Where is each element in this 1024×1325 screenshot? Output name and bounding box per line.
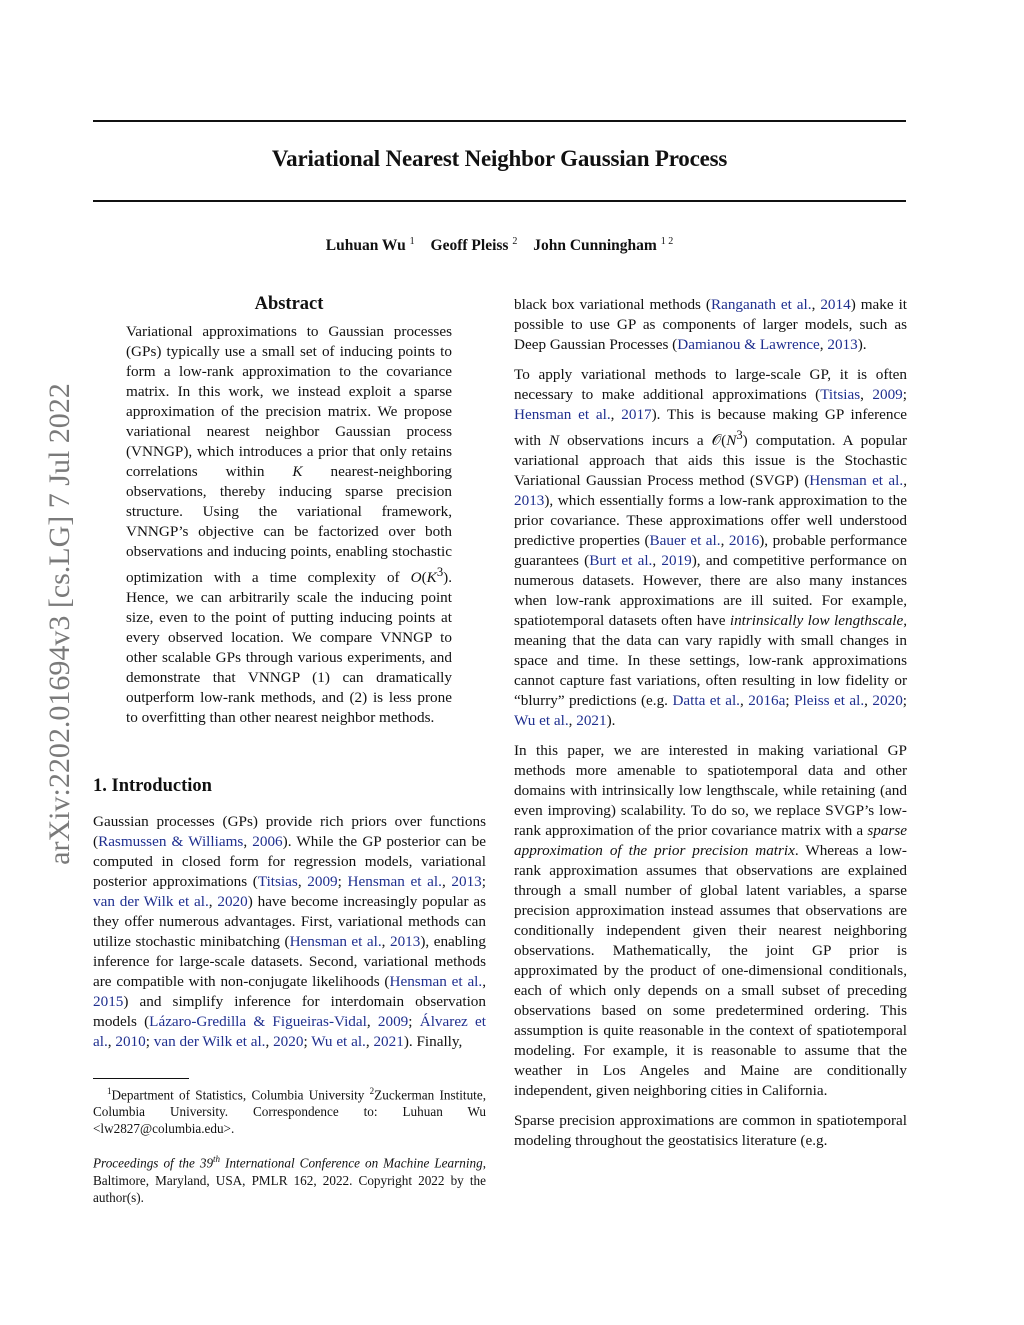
text-run: ). This is because making GP inference with <box>514 406 907 450</box>
text-run: To apply variational methods to large-scale GP, it is often necessary to make additional approximations ( <box>514 366 907 403</box>
text-run: ; <box>785 692 795 710</box>
text-run: , <box>811 296 821 313</box>
citation-link[interactable]: van der Wilk et al. <box>93 893 209 910</box>
text-run: , <box>265 1033 274 1050</box>
citation-link[interactable]: Rasmussen & Williams <box>98 833 244 850</box>
citation-link[interactable]: Datta et al. <box>672 692 740 710</box>
author-luhuan-wu <box>326 237 415 254</box>
text-run: , <box>366 1013 378 1030</box>
title-rule-top <box>93 120 906 122</box>
text-run: nearest-neighboring observations, thereby inducing sparse precision structure. Using the variational framework, VNNGP’s objective can be factorized over both observations and inducing points, enabling stochastic optimization with a time complexity of <box>126 463 452 587</box>
right-paragraph-2: To apply variational methods to large-scale GP, it is often necessary to make additional approximations (Titsias, 2009; Hensman et al., 2017). This is because making GP inference with N observations incurs a $𝒪(N^3)$ computation. A popular variational approach that aids this issue is the Stochastic Variational Gaussian Process method (SVGP) (Hensman et al., 2013), which essentially forms a low-rank approximation to the prior covariance. These approximations offer well understood predictive properties (Bauer et al., 2016), probable performance guarantees (Burt et al., 2019), and competitive performance on numerous datasets. However, there are also many instances when low-rank approximations are ill suited. For example, spatiotemporal datasets often have intrinsically low lengthscale, meaning that the data can vary rapidly with small changes in space and time. In these settings, low-rank approximations cannot capture fast variations, often resulting in low fidelity or “blurry” predictions (e.g. Datta et al., 2016a; Pleiss et al., 2020; Wu et al., 2021). <box>514 366 908 730</box>
superscript: th <box>213 1154 221 1165</box>
text-run: Variational approximations to Gaussian processes (GPs) typically use a small set of inducing points to form a low-rank approximation to the covariance matrix. In this work, we instead exploit a sparse approximation of the precision matrix. We propose variational nearest neighbor Gaussian process (VNNGP), which introduces a prior that only retains correlations within <box>126 323 452 480</box>
introduction-heading: 1. Introduction <box>93 776 212 796</box>
proceedings-footnote <box>93 1151 486 1205</box>
text-run: , <box>365 1033 374 1050</box>
affiliation-footnote <box>93 1083 486 1137</box>
abstract-heading: Abstract <box>254 294 324 314</box>
citation-link[interactable]: Pleiss et al. <box>794 692 865 710</box>
citation-link[interactable]: Bauer et al. <box>649 532 721 550</box>
math-k: K <box>292 463 303 480</box>
text-run: , <box>739 692 749 710</box>
citation-link[interactable]: 2013 <box>389 933 421 950</box>
right-paragraph-3 <box>514 741 907 1101</box>
footnote-rule <box>93 1078 189 1079</box>
citation-link[interactable]: Wu et al. <box>514 712 569 730</box>
author-affiliation: 1 <box>409 236 415 247</box>
text-run: ) make it possible to use GP as components of larger models, such as Deep Gaussian Processes ( <box>514 296 908 353</box>
footnotes <box>93 1083 486 1220</box>
text-run: ; <box>902 692 908 710</box>
text-run: , <box>243 833 253 850</box>
abstract-section <box>126 292 452 728</box>
math-n: N <box>726 432 737 450</box>
author-affiliation: 1 2 <box>660 236 674 247</box>
author-geoff-pleiss <box>431 237 518 254</box>
math-n: N <box>548 432 560 450</box>
paper-title: Variational Nearest Neighbor Gaussian Process <box>271 146 728 171</box>
citation-link[interactable]: 2013 <box>514 492 545 510</box>
text-run: Sparse precision approximations are common in spatiotemporal modeling throughout the geostatisics literature (e.g. <box>514 1112 907 1150</box>
text-run: ), probable performance guarantees ( <box>514 532 907 570</box>
citation-link[interactable]: 2020 <box>217 893 248 910</box>
text-run: ). <box>606 712 616 730</box>
text-run: Proceedings of the <box>93 1155 200 1171</box>
citation-link[interactable]: 2020 <box>872 692 903 710</box>
citation-link[interactable]: Titsias <box>257 873 298 890</box>
text-run: , <box>482 973 486 990</box>
author-list <box>93 236 906 255</box>
text-run: , <box>297 873 308 890</box>
citation-link[interactable]: 2009 <box>307 873 338 890</box>
citation-link[interactable]: 2019 <box>661 552 692 570</box>
citation-link[interactable]: Lázaro-Gredilla & Figueiras-Vidal <box>149 1013 367 1030</box>
math-o: O <box>410 569 422 587</box>
citation-link[interactable]: Álvarez et al. <box>93 1013 486 1050</box>
right-column <box>514 295 907 1161</box>
text-run: observations incurs a <box>559 432 712 450</box>
citation-link[interactable]: Hensman et al. <box>347 873 442 890</box>
text-run: Gaussian processes (GPs) provide rich priors over functions ( <box>93 813 486 850</box>
text-run: , <box>441 873 452 890</box>
text-run: , <box>903 472 907 490</box>
text-run: , <box>568 712 577 730</box>
introduction-section <box>93 774 486 1062</box>
text-run: , <box>610 406 622 423</box>
text-run: , <box>860 386 873 403</box>
citation-link[interactable]: 2015 <box>93 993 124 1010</box>
text-run: ), which essentially forms a low-rank approximation to the prior covariance. These approximations offer well understood predictive properties ( <box>514 492 907 550</box>
math-exponent: 3 <box>736 428 743 442</box>
text-run: ; <box>481 873 486 890</box>
text-run: International Conference on Machine Learning <box>220 1155 483 1171</box>
text-run: , <box>652 552 662 570</box>
footnote-mark: 1 <box>107 1086 112 1096</box>
text-run: computation. A popular variational approach that aids this issue is the Stochastic Variational Gaussian Process method (SVGP) ( <box>514 432 908 490</box>
text-run: black box variational methods ( <box>514 296 711 313</box>
text-run: ; <box>902 386 907 403</box>
citation-link[interactable]: Hensman et al. <box>289 933 382 950</box>
citation-link[interactable]: 2017 <box>621 406 652 423</box>
title-rule-bottom <box>93 200 906 202</box>
citation-link[interactable]: 2016 <box>728 532 760 550</box>
citation-link[interactable]: 2009 <box>377 1013 409 1030</box>
text-run: , Baltimore, Maryland, USA, PMLR 162, 2022. Copyright 2022 by the author(s). <box>93 1155 486 1205</box>
citation-link[interactable]: Ranganath et al. <box>710 296 812 313</box>
text-run: ; <box>303 1033 312 1050</box>
text-run: , meaning that the data can vary rapidly with small changes in space and time. In these settings, low-rank approximations cannot capture fast variations, often resulting in low fidelity or “blurry” predictions (e.g. <box>514 612 907 710</box>
citation-link[interactable]: 2009 <box>872 386 903 403</box>
text-run: . Hence, we can arbitrarily scale the inducing point size, even to the point of putting inducing points at every observed location. We compare VNNGP to other scalable GPs through various experiments, and demonstrate that VNNGP (1) can dramatically outperform low-rank methods, and (2) is less prone to overfitting than other nearest neighbor methods. <box>126 569 452 727</box>
introduction-paragraph-1 <box>93 812 486 1052</box>
citation-link[interactable]: Burt et al. <box>589 552 653 570</box>
text-run: , <box>381 933 390 950</box>
citation-link[interactable]: Damianou & Lawrence <box>677 336 820 353</box>
math-big-o: 𝒪 <box>711 432 722 450</box>
author-name: Geoff Pleiss <box>430 237 509 254</box>
text-run: , <box>208 893 218 910</box>
citation-link[interactable]: 2016a <box>748 692 786 710</box>
text-run: ; <box>337 873 348 890</box>
citation-link[interactable]: van der Wilk et al. <box>153 1033 266 1050</box>
emphasis: sparse approximation of the prior precision matrix <box>514 822 907 860</box>
arxiv-stamp: arXiv:2202.01694v3 [cs.LG] 7 Jul 2022 <box>43 383 76 865</box>
author-name: Luhuan Wu <box>325 237 406 254</box>
text-run: ) and simplify inference for interdomain observation models ( <box>93 993 486 1030</box>
text-run: , <box>864 692 873 710</box>
citation-link[interactable]: 2014 <box>820 296 851 313</box>
citation-link[interactable]: 2020 <box>273 1033 304 1050</box>
text-run: ). While the GP posterior can be computed in closed form for regression models, variational posterior approximations ( <box>93 833 487 890</box>
abstract-text: Variational approximations to Gaussian processes (GPs) typically use a small set of inducing points to form a low-rank approximation to the covariance matrix. In this work, we instead exploit a sparse approximation of the precision matrix. We propose variational nearest neighbor Gaussian process (VNNGP), which introduces a prior that only retains correlations within K nearest-neighboring observations, thereby inducing sparse precision structure. Using the variational framework, VNNGP’s objective can be factorized over both observations and inducing points, enabling stochastic optimization with a time complexity of $O(K^3)$. Hence, we can arbitrarily scale the inducing point size, even to the point of putting inducing points at every observed location. We compare VNNGP to other scalable GPs through various experiments, and demonstrate that VNNGP (1) can dramatically outperform low-rank methods, and (2) is less prone to overfitting than other nearest neighbor methods. <box>126 323 452 727</box>
right-paragraph-4 <box>514 1111 907 1151</box>
text-run: , <box>819 336 828 353</box>
author-affiliation: 2 <box>512 236 518 247</box>
text-run: 39 <box>199 1155 214 1171</box>
right-paragraph-1 <box>514 295 907 355</box>
citation-link[interactable]: 2006 <box>252 833 283 850</box>
citation-link[interactable]: 2021 <box>373 1033 404 1050</box>
text-run: ), enabling inference for large-scale datasets. Second, variational methods are compatible with non-conjugate likelihoods ( <box>93 933 486 990</box>
text-run: ). Finally, <box>403 1033 463 1050</box>
text-run: ), and competitive performance on numerous datasets. However, there are also many instances when low-rank approximations are ill suited. For example, spatiotemporal datasets often have <box>514 552 907 630</box>
text-run: , <box>720 532 729 550</box>
text-run: . Whereas a low-rank approximation assumes that observations are explained through a small number of global latent variables, a sparse precision approximation instead assumes that observations are conditionally independent given their nearest neighboring observations. Mathematically, the joint GP prior is approximated by the product of one-dimensional conditionals, each of which only depends on a small subset of preceding observations based on some predetermined ordering. This assumption is quite reasonable in the context of spatiotemporal modeling. For example, it is reasonable to assume that the weather in Los Angeles and Maine are conditionally independent, given neighboring cities in California. <box>514 842 907 1100</box>
citation-link[interactable]: Wu et al. <box>311 1033 366 1050</box>
citation-link[interactable]: 2010 <box>115 1033 146 1050</box>
text-run: ) have become increasingly popular as they offer numerous advantages. First, variational methods can utilize stochastic minibatching ( <box>93 893 486 950</box>
text-run: In this paper, we are interested in making variational GP methods more amenable to spatiotemporal data and other domains with intrinsically low lengthscale, while retaining (and even improving) scalability. To do so, we replace SVGP’s low-rank approximation of the prior covariance matrix with a <box>514 742 907 840</box>
footnote-mark: 2 <box>369 1086 375 1096</box>
citation-link[interactable]: 2021 <box>576 712 607 730</box>
author-john-cunningham <box>533 237 673 254</box>
citation-link[interactable]: Hensman et al. <box>389 973 483 990</box>
citation-link[interactable]: 2013 <box>827 336 858 353</box>
math-k: K <box>426 569 437 587</box>
emphasis: intrinsically low lengthscale <box>729 612 904 630</box>
text-run: Department of Statistics, Columbia University <box>111 1087 370 1103</box>
citation-link[interactable]: Hensman et al. <box>809 472 904 490</box>
math-exponent: 3 <box>436 565 444 579</box>
citation-link[interactable]: Titsias <box>820 386 861 403</box>
text-run: , <box>107 1033 116 1050</box>
text-run: ). <box>857 336 867 353</box>
text-run: ; <box>408 1013 420 1030</box>
citation-link[interactable]: Hensman et al. <box>514 406 611 423</box>
citation-link[interactable]: 2013 <box>451 873 482 890</box>
text-run: Zuckerman Institute, Columbia University. Correspondence to: Luhuan Wu <lw2827@columbia.edu>. <box>93 1087 486 1137</box>
author-name: John Cunningham <box>533 237 657 254</box>
text-run: ; <box>145 1033 154 1050</box>
